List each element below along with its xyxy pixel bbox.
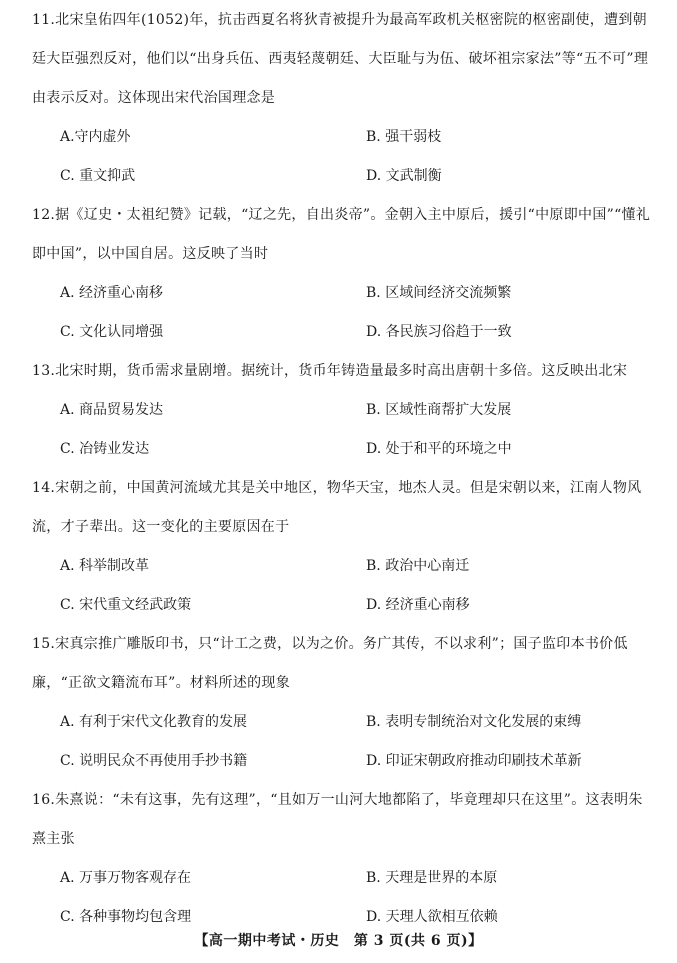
question-stem: 16.朱熹说：“未有这事，先有这理”，“且如万一山河大地都陷了，毕竟理却只在这里”。这表明朱熹主张 — [32, 792, 643, 847]
option-d[interactable]: D. 印证宋朝政府推动印刷技术革新 — [366, 753, 582, 769]
option-d[interactable]: D. 天理人欲相互依赖 — [366, 909, 498, 925]
option-c[interactable]: C. 冶铸业发达 — [60, 441, 150, 457]
question-12 — [32, 196, 652, 352]
option-a[interactable]: A. 有利于宋代文化教育的发展 — [60, 714, 248, 730]
option-b[interactable]: B. 天理是世界的本原 — [366, 870, 498, 886]
option-a[interactable]: A. 科举制改革 — [60, 558, 150, 574]
option-c[interactable]: C. 重文抑武 — [60, 168, 136, 184]
question-stem: 11.北宋皇佑四年(1052)年，抗击西夏名将狄青被提升为最高军政机关枢密院的枢密副使，遭到朝廷大臣强烈反对，他们以“出身兵伍、西夷轻蔑朝廷、大臣耻与为伍、破坏祖宗家法”等“五不可”理由表示反对。这体现出宋代治国理念是 — [32, 12, 649, 106]
option-d[interactable]: D. 各民族习俗趋于一致 — [366, 324, 512, 340]
question-13 — [32, 352, 652, 469]
option-d[interactable]: D. 文武制衡 — [366, 168, 442, 184]
option-b[interactable]: B. 政治中心南迁 — [366, 558, 470, 574]
option-c[interactable]: C. 各种事物均包含理 — [60, 909, 192, 925]
option-a[interactable]: A. 经济重心南移 — [60, 285, 164, 301]
option-c[interactable]: C. 说明民众不再使用手抄书籍 — [60, 753, 248, 769]
question-stem: 14.宋朝之前，中国黄河流域尤其是关中地区，物华天宝，地杰人灵。但是宋朝以来，江南人物风流，才子辈出。这一变化的主要原因在于 — [32, 480, 642, 535]
question-14 — [32, 469, 652, 625]
options-grid — [32, 274, 652, 352]
option-c[interactable]: C. 文化认同增强 — [60, 324, 164, 340]
options-grid — [32, 703, 652, 781]
option-d[interactable]: D. 处于和平的环境之中 — [366, 441, 512, 457]
options-grid — [32, 547, 652, 625]
option-a[interactable]: A. 万事万物客观存在 — [60, 870, 192, 886]
option-a[interactable]: A. 商品贸易发达 — [60, 402, 164, 418]
question-11 — [32, 1, 652, 196]
options-grid — [32, 118, 652, 196]
option-c[interactable]: C. 宋代重文经武政策 — [60, 597, 192, 613]
page-footer: 【高一期中考试・历史 第 3 页(共 6 页)】 — [194, 933, 483, 949]
option-b[interactable]: B. 表明专制统治对文化发展的束缚 — [366, 714, 582, 730]
question-stem: 12.据《辽史・太祖纪赞》记载，“辽之先，自出炎帝”。金朝入主中原后，援引“中原即中国”“懂礼即中国”，以中国自居。这反映了当时 — [32, 207, 651, 262]
question-stem: 13.北宋时期，货币需求量剧增。据统计，货币年铸造量最多时高出唐朝十多倍。这反映出北宋 — [32, 363, 628, 379]
question-15 — [32, 625, 652, 781]
question-16 — [32, 781, 652, 937]
options-grid — [32, 859, 652, 937]
option-a[interactable]: A.守内虚外 — [60, 129, 131, 145]
option-b[interactable]: B. 区域间经济交流频繁 — [366, 285, 512, 301]
question-stem: 15.宋真宗推广雕版印书，只“计工之费，以为之价。务广其传，不以求利”；国子监印本书价低廉，“正欲文籍流布耳”。材料所述的现象 — [32, 636, 628, 691]
option-d[interactable]: D. 经济重心南移 — [366, 597, 470, 613]
option-b[interactable]: B. 强干弱枝 — [366, 129, 442, 145]
option-b[interactable]: B. 区域性商帮扩大发展 — [366, 402, 512, 418]
options-grid — [32, 391, 652, 469]
